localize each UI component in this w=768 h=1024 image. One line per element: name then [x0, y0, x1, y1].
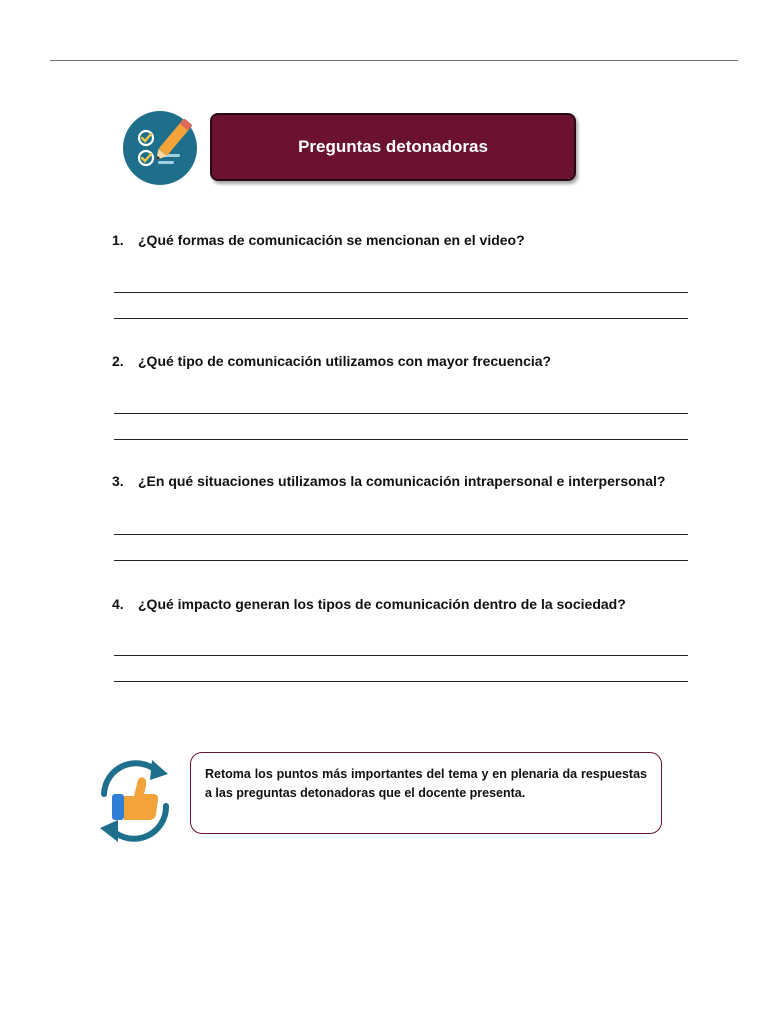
answer-line[interactable] — [114, 413, 688, 414]
instruction-box — [190, 752, 662, 834]
question-text: ¿En qué situaciones utilizamos la comunicación intrapersonal e interpersonal? — [138, 473, 666, 489]
top-rule — [50, 60, 738, 61]
question-2 — [112, 352, 692, 370]
question-text: ¿Qué formas de comunicación se mencionan en el video? — [138, 232, 525, 248]
question-number: 1. — [112, 232, 124, 248]
question-text: ¿Qué tipo de comunicación utilizamos con mayor frecuencia? — [138, 353, 552, 369]
question-4 — [112, 595, 692, 613]
answer-line[interactable] — [114, 655, 688, 656]
answer-line[interactable] — [114, 439, 688, 440]
question-number: 3. — [112, 473, 124, 489]
answer-line[interactable] — [114, 681, 688, 682]
feedback-thumbs-up-icon — [86, 750, 182, 850]
answer-line[interactable] — [114, 318, 688, 319]
answer-line[interactable] — [114, 534, 688, 535]
question-text: ¿Qué impacto generan los tipos de comunicación dentro de la sociedad? — [138, 596, 626, 612]
question-number: 2. — [112, 353, 124, 369]
question-3 — [112, 472, 692, 490]
checklist-pencil-icon — [122, 110, 198, 186]
question-number: 4. — [112, 596, 124, 612]
answer-line[interactable] — [114, 560, 688, 561]
title-banner — [210, 113, 576, 181]
answer-line[interactable] — [114, 292, 688, 293]
question-1 — [112, 231, 692, 249]
instruction-text: Retoma los puntos más importantes del tema y en plenaria da respuestas a las preguntas detonadoras que el docente presenta. — [205, 767, 647, 800]
page-title: Preguntas detonadoras — [298, 137, 488, 156]
